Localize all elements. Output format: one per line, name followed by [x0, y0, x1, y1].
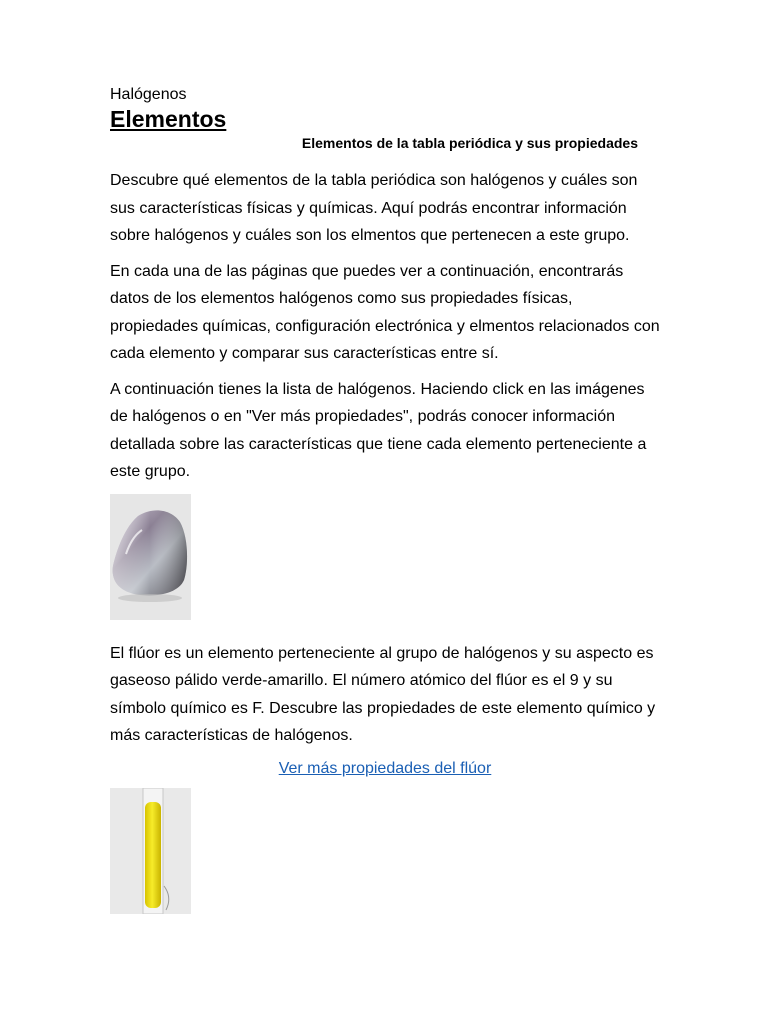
article: [110, 85, 660, 914]
test-tube-image[interactable]: [110, 788, 191, 914]
list-intro-paragraph: A continuación tienes la lista de halógenos. Haciendo click en las imágenes de halógenos o en "Ver más propiedades", podrás conocer información detallada sobre las características que tiene cada elemento perteneciente a este grupo.: [110, 380, 647, 480]
fluorite-image[interactable]: [110, 494, 191, 620]
category-label: Halógenos: [110, 86, 187, 103]
fluor-more-link[interactable]: Ver más propiedades del flúor: [278, 759, 492, 777]
intro-paragraph: Descubre qué elementos de la tabla periódica son halógenos y cuáles son sus características físicas y químicas. Aquí podrás encontrar información sobre halógenos y cuáles son los elmentos que pertenecen a este grupo.: [110, 172, 638, 244]
page-subtitle: Elementos de la tabla periódica y sus propiedades: [301, 135, 638, 151]
fluor-description: El flúor es un elemento perteneciente al grupo de halógenos y su aspecto es gaseoso pálido verde-amarillo. El número atómico del flúor es el 9 y su símbolo químico es F. Descubre las propiedades de este elemento químico y más características de halógenos.: [110, 644, 656, 744]
fluor-link-wrap: [110, 758, 660, 780]
page-title: Elementos: [110, 106, 227, 132]
details-paragraph: En cada una de las páginas que puedes ver a continuación, encontrarás datos de los elementos halógenos como sus propiedades físicas, propiedades químicas, configuración electrónica y elmentos relacionados con cada elemento y comparar sus características entre sí.: [110, 262, 660, 362]
